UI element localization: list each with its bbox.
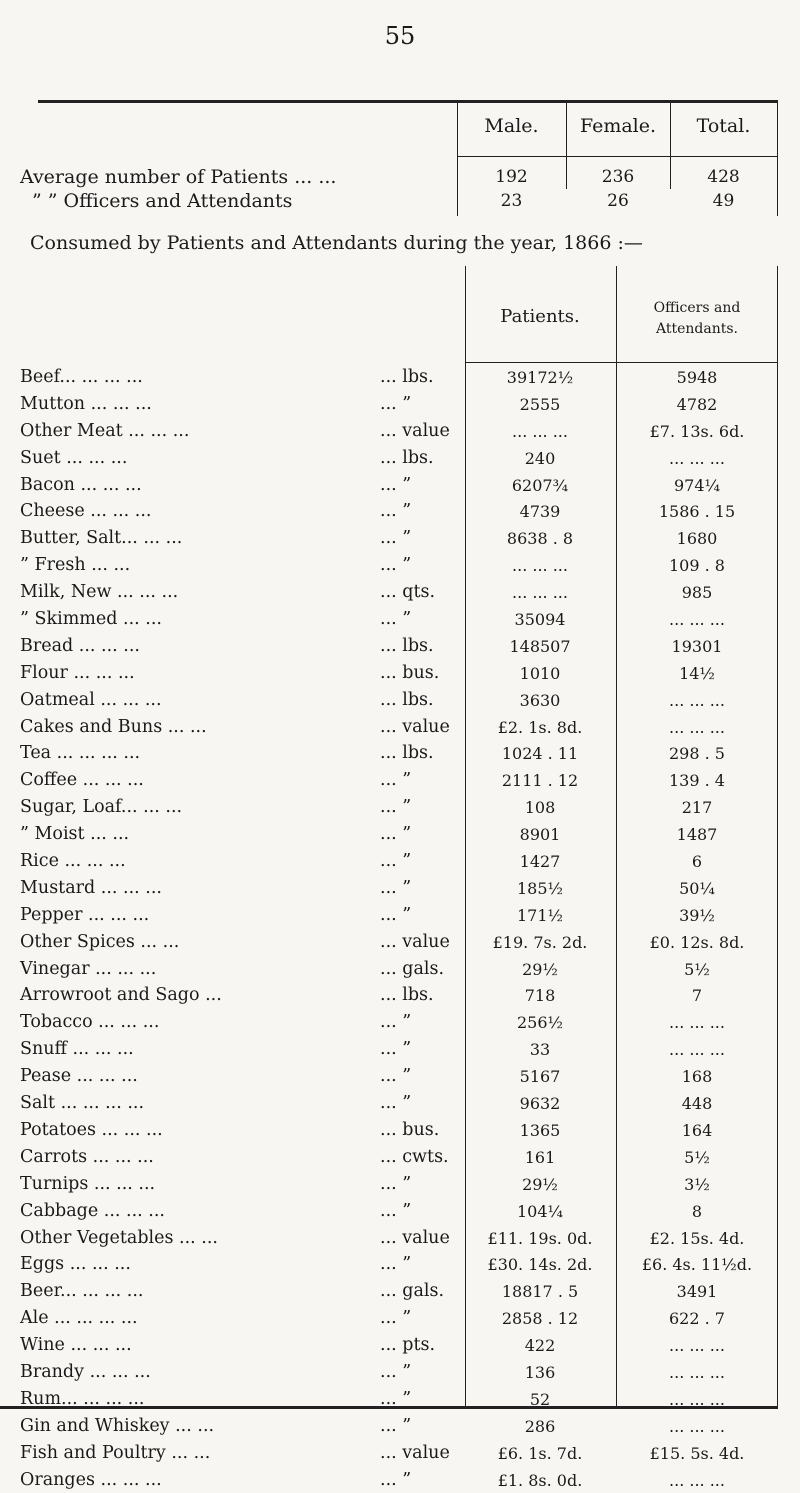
patients-value: 108 xyxy=(524,798,556,818)
patients-value: 35094 xyxy=(514,610,566,630)
item-label: Cabbage ... ... ... xyxy=(20,1200,165,1221)
officers-value: £15. 5s. 4d. xyxy=(649,1443,745,1463)
officers-value: 50¼ xyxy=(679,878,715,898)
table-row xyxy=(20,902,778,929)
table-row xyxy=(20,633,778,660)
item-unit: ... ” xyxy=(380,1388,412,1409)
table-row xyxy=(20,1009,778,1036)
patients-value: 2555 xyxy=(519,394,561,414)
officers-value: 974¼ xyxy=(673,475,721,495)
item-label: Cakes and Buns ... ... xyxy=(20,716,207,737)
item-unit: ... ” xyxy=(380,501,412,522)
consumption-table xyxy=(20,266,778,1490)
table-row xyxy=(20,1413,778,1440)
summary-row-label: ” ” Officers and Attendants xyxy=(32,190,293,212)
officers-value: ... ... ... xyxy=(669,717,725,737)
item-unit: ... gals. xyxy=(380,1281,445,1302)
patients-value: 4739 xyxy=(519,502,561,522)
patients-value: 18817 . 5 xyxy=(501,1282,579,1302)
item-label: Eggs ... ... ... xyxy=(20,1254,131,1275)
table-row xyxy=(20,848,778,875)
item-unit: ... lbs. xyxy=(380,743,434,764)
table-row xyxy=(20,767,778,794)
item-unit: ... ” xyxy=(380,1308,412,1329)
item-label: Flour ... ... ... xyxy=(20,662,135,683)
officers-value: 985 xyxy=(681,583,713,603)
item-unit: ... value xyxy=(380,420,450,441)
patients-value: £2. 1s. 8d. xyxy=(497,717,583,737)
officers-value: 448 xyxy=(681,1094,713,1114)
table-row xyxy=(20,1278,778,1305)
table-row xyxy=(20,982,778,1009)
table-row xyxy=(20,1144,778,1171)
officers-value: £7. 13s. 6d. xyxy=(649,421,745,441)
patients-value: 52 xyxy=(529,1389,551,1409)
table-row xyxy=(20,794,778,821)
item-unit: ... ” xyxy=(380,877,412,898)
officers-value: ... ... ... xyxy=(669,1013,725,1033)
officers-value: ... ... ... xyxy=(669,610,725,630)
officers-value: 217 xyxy=(681,798,713,818)
patients-value: 1427 xyxy=(519,852,561,872)
item-unit: ... ” xyxy=(380,797,412,818)
table-row xyxy=(20,1117,778,1144)
officers-value: 139 . 4 xyxy=(669,771,725,791)
table-row xyxy=(20,740,778,767)
officers-value: 5948 xyxy=(676,368,718,387)
summary-row-label: Average number of Patients ... ... xyxy=(20,166,337,188)
item-unit: ... cwts. xyxy=(380,1146,449,1167)
officers-value: 168 xyxy=(681,1067,713,1087)
table-row xyxy=(20,1198,778,1225)
patients-value: 3630 xyxy=(519,690,561,710)
item-label: Tobacco ... ... ... xyxy=(20,1012,160,1033)
table-row xyxy=(20,1063,778,1090)
item-unit: ... value xyxy=(380,1227,450,1248)
summary-cell: 49 xyxy=(712,191,735,211)
officers-value: 1487 xyxy=(676,825,718,845)
patients-value: 2111 . 12 xyxy=(501,771,579,791)
table-row xyxy=(20,875,778,902)
table-row xyxy=(20,1036,778,1063)
officers-value: £6. 4s. 11½d. xyxy=(641,1255,753,1275)
item-unit: ... value xyxy=(380,716,450,737)
item-unit: ... ” xyxy=(380,528,412,549)
summary-header-rule xyxy=(457,156,778,157)
item-unit: ... ” xyxy=(380,1173,412,1194)
officers-value: 622 . 7 xyxy=(669,1309,725,1329)
table-row xyxy=(20,929,778,956)
table-row xyxy=(20,714,778,741)
item-unit: ... value xyxy=(380,931,450,952)
officers-value: 8 xyxy=(691,1201,703,1221)
item-unit: ... ” xyxy=(380,555,412,576)
patients-value: 256½ xyxy=(516,1013,564,1033)
officers-value: ... ... ... xyxy=(669,1040,725,1060)
table-row xyxy=(20,391,778,418)
item-label: Ale ... ... ... ... xyxy=(20,1308,138,1329)
page-number: 55 xyxy=(384,22,416,50)
item-label: Butter, Salt... ... ... xyxy=(20,528,183,549)
item-label: Carrots ... ... ... xyxy=(20,1146,154,1167)
patients-value: ... ... ... xyxy=(512,583,568,603)
officers-value: 3½ xyxy=(684,1174,710,1194)
header-male: Male. xyxy=(484,115,539,137)
table-body xyxy=(20,364,778,1493)
header-total: Total. xyxy=(696,115,751,137)
item-unit: ... bus. xyxy=(380,1119,440,1140)
item-label: Snuff ... ... ... xyxy=(20,1039,134,1060)
officers-value: 1680 xyxy=(676,529,718,549)
item-unit: ... ” xyxy=(380,1254,412,1275)
item-unit: ... ” xyxy=(380,1093,412,1114)
table-row xyxy=(20,418,778,445)
officers-value: 7 xyxy=(691,986,703,1006)
officers-value: ... ... ... xyxy=(669,1389,725,1409)
item-label: ” Skimmed ... ... xyxy=(20,609,162,630)
item-label: Arrowroot and Sago ... xyxy=(20,985,222,1006)
item-unit: ... ” xyxy=(380,1469,412,1490)
item-label: Gin and Whiskey ... ... xyxy=(20,1415,215,1436)
header-female: Female. xyxy=(579,115,657,137)
patients-value: £30. 14s. 2d. xyxy=(487,1255,593,1275)
table-row xyxy=(20,1251,778,1278)
item-unit: ... ” xyxy=(380,1415,412,1436)
item-label: Turnips ... ... ... xyxy=(20,1173,156,1194)
officers-value: ... ... ... xyxy=(669,1336,725,1356)
item-unit: ... ” xyxy=(380,1361,412,1382)
item-unit: ... ” xyxy=(380,1066,412,1087)
summary-table xyxy=(20,103,778,216)
officers-value: 19301 xyxy=(671,636,723,656)
patients-value: 8901 xyxy=(519,825,561,845)
item-label: Milk, New ... ... ... xyxy=(20,582,179,603)
officers-value: ... ... ... xyxy=(669,1470,725,1490)
table-row xyxy=(20,525,778,552)
patients-value: 1024 . 11 xyxy=(501,744,579,764)
officers-value: £0. 12s. 8d. xyxy=(649,932,745,952)
officers-value: 6 xyxy=(691,852,703,872)
patients-value: 29½ xyxy=(522,1174,558,1194)
patients-value: 171½ xyxy=(516,905,564,925)
item-unit: ... ” xyxy=(380,1012,412,1033)
table-row xyxy=(20,1225,778,1252)
item-unit: ... ” xyxy=(380,393,412,414)
patients-value: £11. 19s. 0d. xyxy=(487,1228,593,1248)
patients-value: 8638 . 8 xyxy=(506,529,574,549)
item-unit: ... lbs. xyxy=(380,689,434,710)
patients-value: 718 xyxy=(524,986,556,1006)
item-label: Bacon ... ... ... xyxy=(20,474,142,495)
table-row xyxy=(20,1359,778,1386)
table-row xyxy=(20,1305,778,1332)
item-unit: ... ” xyxy=(380,609,412,630)
item-unit: ... bus. xyxy=(380,662,440,683)
officers-value: ... ... ... xyxy=(669,1362,725,1382)
table-row xyxy=(20,579,778,606)
item-label: Beer... ... ... ... xyxy=(20,1281,144,1302)
patients-value: 422 xyxy=(524,1336,556,1356)
item-label: Pease ... ... ... xyxy=(20,1066,138,1087)
table-row xyxy=(20,552,778,579)
section-title: Consumed by Patients and Attendants during the year, 1866 :— xyxy=(30,232,643,254)
item-unit: ... lbs. xyxy=(380,985,434,1006)
patients-value: ... ... ... xyxy=(512,421,568,441)
item-unit: ... ” xyxy=(380,1039,412,1060)
item-unit: ... gals. xyxy=(380,958,445,979)
patients-value: 240 xyxy=(524,448,556,468)
patients-value: 6207¾ xyxy=(511,475,569,495)
table-row xyxy=(20,1171,778,1198)
item-unit: ... pts. xyxy=(380,1335,436,1356)
item-label: Fish and Poultry ... ... xyxy=(20,1442,211,1463)
table-row xyxy=(20,1332,778,1359)
item-unit: ... ” xyxy=(380,474,412,495)
table-row xyxy=(20,1467,778,1493)
item-label: Pepper ... ... ... xyxy=(20,904,150,925)
patients-value: 1010 xyxy=(519,663,561,683)
table-row xyxy=(20,1386,778,1413)
patients-value: £6. 1s. 7d. xyxy=(497,1443,583,1463)
item-unit: ... ” xyxy=(380,904,412,925)
item-label: Vinegar ... ... ... xyxy=(20,958,157,979)
summary-divider xyxy=(777,103,778,216)
officers-value: 14½ xyxy=(679,663,715,683)
table-row xyxy=(20,1090,778,1117)
patients-value: 286 xyxy=(524,1416,556,1436)
officers-value: ... ... ... xyxy=(669,690,725,710)
item-label: Coffee ... ... ... xyxy=(20,770,144,791)
item-unit: ... lbs. xyxy=(380,367,434,387)
item-label: Oranges ... ... ... xyxy=(20,1469,162,1490)
item-label: Potatoes ... ... ... xyxy=(20,1119,163,1140)
table-row xyxy=(20,687,778,714)
officers-value: 5½ xyxy=(684,1147,710,1167)
officers-value: 109 . 8 xyxy=(669,556,725,576)
officers-value: 1586 . 15 xyxy=(658,502,736,522)
table-row xyxy=(20,445,778,472)
officers-value: £2. 15s. 4d. xyxy=(649,1228,745,1248)
item-unit: ... ” xyxy=(380,824,412,845)
item-label: Tea ... ... ... ... xyxy=(20,743,141,764)
item-label: Cheese ... ... ... xyxy=(20,501,152,522)
item-unit: ... qts. xyxy=(380,582,436,603)
header-patients: Patients. xyxy=(500,306,580,327)
officers-value: 298 . 5 xyxy=(669,744,725,764)
table-row xyxy=(20,364,778,391)
patients-value: ... ... ... xyxy=(512,556,568,576)
item-label: Wine ... ... ... xyxy=(20,1335,132,1356)
item-label: Rice ... ... ... xyxy=(20,851,126,872)
summary-cell: 192 xyxy=(495,167,528,187)
item-unit: ... value xyxy=(380,1442,450,1463)
table-row xyxy=(20,660,778,687)
item-label: Beef... ... ... ... xyxy=(20,367,143,387)
item-label: ” Moist ... ... xyxy=(20,824,130,845)
patients-value: 185½ xyxy=(516,878,564,898)
table-row xyxy=(20,472,778,499)
officers-value: 5½ xyxy=(684,959,710,979)
item-label: Brandy ... ... ... xyxy=(20,1361,151,1382)
summary-cell: 26 xyxy=(607,191,629,211)
patients-value: 29½ xyxy=(522,959,558,979)
table-row xyxy=(20,1440,778,1467)
patients-value: 33 xyxy=(529,1040,551,1060)
item-label: Oatmeal ... ... ... xyxy=(20,689,162,710)
patients-value: £19. 7s. 2d. xyxy=(492,932,588,952)
item-label: Sugar, Loaf... ... ... xyxy=(20,797,183,818)
item-label: Salt ... ... ... ... xyxy=(20,1093,145,1114)
table-row xyxy=(20,498,778,525)
item-label: Other Spices ... ... xyxy=(20,931,180,952)
patients-value: £1. 8s. 0d. xyxy=(497,1470,583,1490)
item-unit: ... lbs. xyxy=(380,447,434,468)
officers-value: ... ... ... xyxy=(669,448,725,468)
patients-value: 161 xyxy=(524,1147,556,1167)
patients-value: 5167 xyxy=(519,1067,561,1087)
item-label: ” Fresh ... ... xyxy=(20,555,131,576)
summary-cell: 428 xyxy=(707,167,740,187)
officers-value: 3491 xyxy=(676,1282,718,1302)
item-label: Suet ... ... ... xyxy=(20,447,128,468)
item-label: Mustard ... ... ... xyxy=(20,877,162,898)
patients-value: 148507 xyxy=(509,636,571,656)
item-label: Other Meat ... ... ... xyxy=(20,420,190,441)
item-unit: ... ” xyxy=(380,1200,412,1221)
table-row xyxy=(20,956,778,983)
patients-value: 9632 xyxy=(519,1094,561,1114)
item-label: Mutton ... ... ... xyxy=(20,393,152,414)
patients-value: 1365 xyxy=(519,1120,561,1140)
patients-value: 104¼ xyxy=(516,1201,564,1221)
item-label: Other Vegetables ... ... xyxy=(20,1227,218,1248)
table-row xyxy=(20,606,778,633)
header-officers: Officers and Attendants. xyxy=(653,300,741,337)
officers-value: ... ... ... xyxy=(669,1416,725,1436)
table-header-rule xyxy=(465,362,778,363)
item-unit: ... ” xyxy=(380,851,412,872)
officers-value: 4782 xyxy=(676,394,718,414)
summary-cell: 23 xyxy=(500,191,523,211)
officers-value: 164 xyxy=(681,1120,713,1140)
item-label: Bread ... ... ... xyxy=(20,635,140,656)
item-label: Rum... ... ... ... xyxy=(20,1388,145,1409)
patients-value: 136 xyxy=(524,1362,556,1382)
item-unit: ... ” xyxy=(380,770,412,791)
patients-value: 39172½ xyxy=(506,368,574,387)
table-row xyxy=(20,821,778,848)
item-unit: ... lbs. xyxy=(380,635,434,656)
patients-value: 2858 . 12 xyxy=(501,1309,579,1329)
officers-value: 39½ xyxy=(679,905,715,925)
summary-cell: 236 xyxy=(601,167,635,187)
